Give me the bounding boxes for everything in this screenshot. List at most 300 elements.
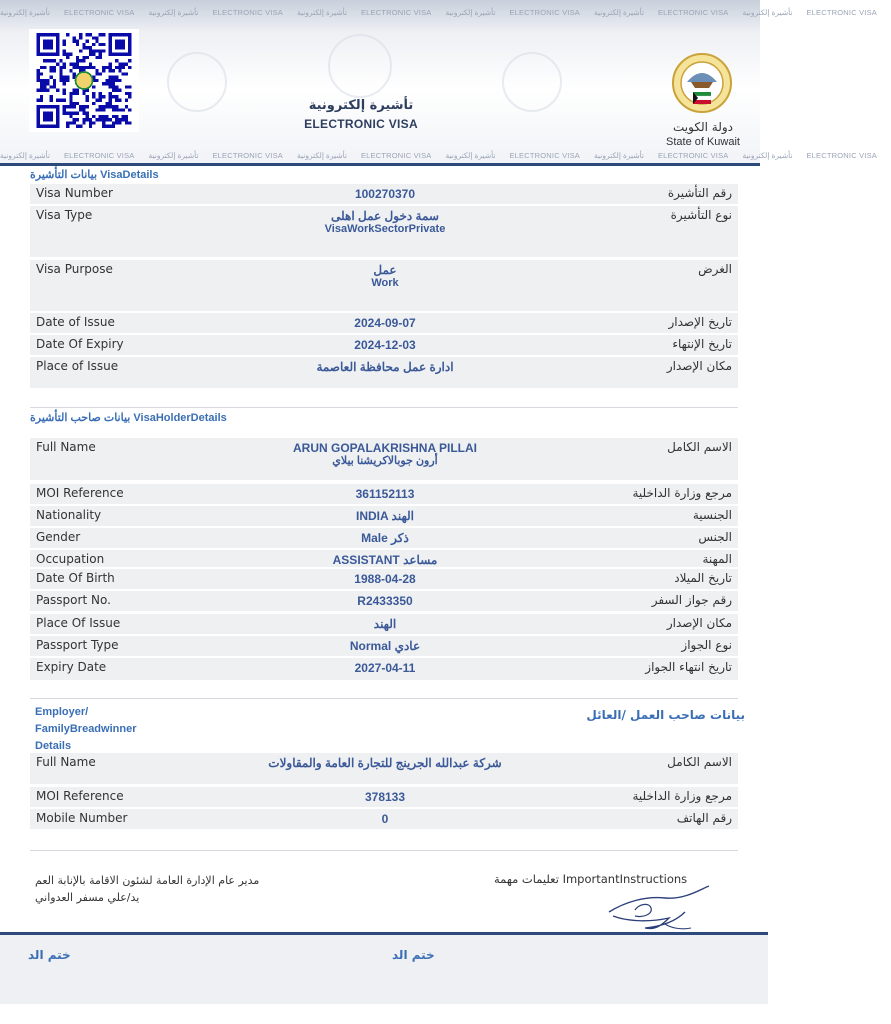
title-english: ELECTRONIC VISA [304,117,418,131]
field-label-arabic: رقم الهاتف [676,811,732,825]
qr-module [125,105,128,108]
qr-module [115,76,118,79]
qr-module [40,85,43,88]
qr-module [92,66,95,69]
watermark-text: ELECTRONIC VISA [509,151,580,160]
employer-heading-english [35,704,175,755]
qr-module [92,102,95,105]
qr-module [40,89,43,92]
watermark-text: ELECTRONIC VISA [657,8,729,17]
qr-module [118,121,121,124]
field-label-english: Occupation [36,552,105,566]
qr-module [118,66,121,69]
qr-module [102,49,105,52]
field-value [260,661,510,675]
qr-module [109,69,112,72]
qr-module [105,79,108,82]
qr-module [63,40,66,43]
qr-module [59,69,62,72]
field-label-arabic: تاريخ الإنتهاء [672,337,732,351]
visa-details-heading: بيانات التأشيرة VisaDetails [30,169,159,181]
qr-module [99,43,102,46]
qr-module [66,125,69,128]
qr-module [125,62,128,65]
qr-module [50,59,53,62]
watermark-text: تأشيرة إلكترونية [297,151,347,160]
qr-module [115,99,118,102]
qr-module [99,115,102,118]
qr-module [95,40,98,43]
qr-module [79,108,82,111]
field-value [260,487,510,501]
watermark-text: ELECTRONIC VISA [806,8,877,17]
qr-module [66,76,69,79]
watermark-text: ELECTRONIC VISA [212,151,283,160]
important-instructions-link[interactable]: تعليمات مهمة ImportantInstructions [494,872,688,886]
field-row [30,313,738,335]
qr-module [102,95,105,98]
qr-module [102,108,105,111]
qr-module [89,53,92,56]
qr-module [63,92,66,95]
qr-module [109,92,112,95]
field-value [260,617,510,631]
qr-module [82,121,85,124]
watermark-strip-top [0,8,877,22]
qr-module [112,115,115,118]
qr-module [112,76,115,79]
qr-module [112,82,115,85]
qr-module [66,112,69,115]
qr-module [50,66,53,69]
qr-module [56,89,59,92]
field-value [260,639,510,653]
watermark-text: ELECTRONIC VISA [63,151,135,160]
field-value [260,812,510,826]
qr-module [99,108,102,111]
qr-module [112,85,115,88]
qr-module [99,56,102,59]
qr-module [59,76,62,79]
qr-module [92,49,95,52]
qr-module [73,118,76,121]
qr-module [92,92,95,95]
qr-module [125,85,128,88]
qr-module [50,95,53,98]
field-value [260,441,510,469]
field-label-arabic: نوع الجواز [681,638,732,652]
field-label-english: Place of Issue [36,359,119,373]
qr-module [46,79,49,82]
field-value-primary: 2024-12-03 [354,338,416,352]
field-value [260,187,510,201]
qr-module [102,82,105,85]
qr-module [115,79,118,82]
signatory-name: يد/علي مسفر العدواني [35,891,140,904]
qr-module [82,105,85,108]
field-label-arabic: الجنس [698,530,732,544]
qr-module [99,92,102,95]
qr-module [82,118,85,121]
field-row [30,569,738,591]
state-name-english: State of Kuwait [666,136,740,148]
qr-module [115,108,118,111]
section-divider [30,407,738,408]
field-value-primary: R2433350 [357,594,413,608]
qr-module [43,85,46,88]
field-label-english: Visa Number [36,186,113,200]
qr-module [40,72,43,75]
qr-module [118,62,121,65]
qr-module [66,56,69,59]
qr-module [66,121,69,124]
qr-module [112,89,115,92]
visa-holder-heading: بيانات صاحب التأشيرة VisaHolderDetails [30,412,227,424]
qr-module [37,89,40,92]
qr-module [63,49,66,52]
emblem-watermark-icon [167,52,227,112]
qr-module [82,108,85,111]
field-row [30,550,738,569]
qr-module [53,66,56,69]
field-label-arabic: تاريخ انتهاء الجواز [645,660,732,674]
field-value-primary: Normal عادي [349,639,421,653]
qr-module [95,99,98,102]
qr-module [105,66,108,69]
field-label-english: MOI Reference [36,486,124,500]
field-row [30,184,738,206]
field-value-primary: سمة دخول عمل اهلى [331,209,439,223]
qr-module [102,105,105,108]
qr-module [115,115,118,118]
watermark-text: تأشيرة إلكترونية [148,8,199,17]
qr-module [118,118,121,121]
qr-module [109,118,112,121]
qr-module [79,36,82,39]
field-value [260,509,510,523]
qr-module [86,40,89,43]
qr-module [76,40,79,43]
field-value-primary: 378133 [364,790,406,804]
field-label-english: Place Of Issue [36,616,121,630]
field-label-arabic: الاسم الكامل [667,755,732,769]
qr-module [59,66,62,69]
qr-module [76,62,79,65]
field-value-secondary: Work [371,277,399,290]
qr-module [69,62,72,65]
qr-module [50,76,53,79]
field-value [260,360,510,374]
qr-module [95,49,98,52]
qr-module [73,102,76,105]
qr-module [118,99,121,102]
qr-module [115,89,118,92]
qr-module [69,92,72,95]
field-label-english: Gender [36,530,81,544]
field-value [260,756,510,770]
field-label-english: Passport No. [36,593,111,607]
qr-module [115,66,118,69]
field-value-primary: 2024-09-07 [354,316,416,330]
qr-finder-pattern [43,112,53,122]
field-value [260,572,510,586]
qr-module [63,43,66,46]
qr-module [122,72,125,75]
qr-module [53,59,56,62]
field-label-english: Visa Type [36,208,93,222]
qr-module [76,112,79,115]
qr-module [79,59,82,62]
qr-module [86,33,89,36]
qr-module [109,125,112,128]
qr-module [92,115,95,118]
field-label-english: Nationality [36,508,102,522]
qr-module [89,62,92,65]
field-value [260,263,510,291]
qr-module [53,82,56,85]
field-value [260,338,510,352]
watermark-text: ELECTRONIC VISA [63,8,135,17]
qr-module [95,56,98,59]
field-value [260,790,510,804]
qr-module [79,49,82,52]
field-row [30,614,738,636]
field-value-secondary: أرون جوبالاكريشنا بيلاي [332,455,438,468]
field-label-english: Passport Type [36,638,119,652]
qr-module [86,115,89,118]
qr-module [40,66,43,69]
qr-module [102,43,105,46]
qr-module [76,89,79,92]
qr-module [99,99,102,102]
qr-finder-pattern [115,40,125,50]
field-label-arabic: مكان الإصدار [666,359,732,373]
qr-module [76,92,79,95]
watermark-text: تأشيرة إلكترونية [742,151,793,160]
qr-module [89,49,92,52]
field-value-secondary: VisaWorkSectorPrivate [324,223,446,236]
qr-module [82,66,85,69]
watermark-text: ELECTRONIC VISA [360,151,432,160]
qr-module [63,82,66,85]
qr-module [95,118,98,121]
watermark-text: تأشيرة إلكترونية [742,8,793,17]
qr-module [73,92,76,95]
qr-module [37,79,40,82]
qr-module [122,66,125,69]
qr-module [86,105,89,108]
field-value [260,594,510,608]
field-row [30,753,738,786]
qr-finder-pattern [43,40,53,50]
qr-module [63,62,66,65]
qr-module [95,79,98,82]
field-value-primary: 1988-04-28 [354,572,416,586]
qr-module [115,95,118,98]
qr-module [82,43,85,46]
qr-module [73,36,76,39]
qr-module [95,72,98,75]
watermark-text: ELECTRONIC VISA [657,151,729,160]
qr-module [89,66,92,69]
field-row [30,484,738,506]
qr-center-emblem-icon [75,72,92,89]
qr-module [112,108,115,111]
qr-module [92,36,95,39]
field-label-english: MOI Reference [36,789,124,803]
qr-module [76,56,79,59]
field-label-arabic: رقم جواز السفر [651,593,732,607]
field-value-primary: عمل [373,263,397,277]
watermark-text: تأشيرة إلكترونية [0,8,50,17]
watermark-text: تأشيرة إلكترونية [0,151,50,160]
qr-module [125,72,128,75]
qr-module [105,118,108,121]
qr-module [86,46,89,49]
field-row [30,658,738,682]
qr-module [46,59,49,62]
qr-module [92,121,95,124]
qr-module [109,76,112,79]
qr-module [112,105,115,108]
qr-module [102,118,105,121]
qr-module [128,92,131,95]
signatory-block [35,872,285,906]
qr-module [69,112,72,115]
qr-module [76,43,79,46]
qr-module [40,82,43,85]
qr-module [50,69,53,72]
qr-module [63,108,66,111]
field-value-primary: 0 [381,812,389,826]
field-label-arabic: الجنسية [692,508,732,522]
qr-module [89,46,92,49]
field-label-english: Full Name [36,440,96,454]
qr-module [43,89,46,92]
qr-module [43,79,46,82]
qr-module [99,33,102,36]
qr-module [89,121,92,124]
qr-module [125,99,128,102]
qr-module [37,72,40,75]
qr-module [37,69,40,72]
header-banner [0,0,877,166]
qr-module [102,121,105,124]
qr-module [89,33,92,36]
qr-module [115,59,118,62]
qr-module [89,125,92,128]
field-value-primary: 2027-04-11 [354,661,416,675]
qr-module [79,33,82,36]
field-label-english: Visa Purpose [36,262,113,276]
qr-module [59,79,62,82]
qr-module [95,69,98,72]
qr-module [46,82,49,85]
qr-module [79,66,82,69]
qr-module [86,112,89,115]
field-label-arabic: تاريخ الميلاد [674,571,732,585]
qr-module [46,89,49,92]
qr-module [109,66,112,69]
qr-module [115,121,118,124]
qr-module [73,72,76,75]
field-label-arabic: الغرض [698,262,732,276]
qr-module [66,79,69,82]
qr-module [118,89,121,92]
qr-module [63,53,66,56]
qr-module [73,40,76,43]
field-label-arabic: مرجع وزارة الداخلية [632,486,732,500]
field-value [260,316,510,330]
qr-module [122,62,125,65]
bottom-stamp-band [0,932,768,1004]
qr-module [99,118,102,121]
qr-module [118,79,121,82]
qr-module [112,69,115,72]
field-row [30,206,738,259]
qr-module [66,33,69,36]
watermark-text: تأشيرة إلكترونية [594,151,644,160]
qr-module [63,79,66,82]
field-label-arabic: تاريخ الإصدار [668,315,732,329]
qr-module [99,105,102,108]
qr-module [122,118,125,121]
field-row [30,787,738,809]
emblem-watermark-icon [502,52,562,112]
qr-module [105,115,108,118]
field-label-english: Date Of Expiry [36,337,124,351]
qr-module [63,89,66,92]
qr-module [89,118,92,121]
qr-module [76,66,79,69]
qr-module [118,69,121,72]
qr-module [122,108,125,111]
qr-module [99,72,102,75]
field-label-arabic: مرجع وزارة الداخلية [632,789,732,803]
field-label-arabic: نوع التأشيرة [670,208,732,222]
qr-module [128,95,131,98]
employer-heading-arabic: بيانات صاحب العمل /العائل [586,708,745,722]
qr-module [59,72,62,75]
state-name-arabic: دولة الكويت [673,120,733,134]
field-value [260,209,510,237]
qr-module [69,105,72,108]
qr-module [82,112,85,115]
qr-module [92,85,95,88]
watermark-strip-bottom [0,151,877,165]
stamp-right: ختم الد [392,948,435,962]
qr-module [125,92,128,95]
qr-module [109,82,112,85]
field-label-arabic: الاسم الكامل [667,440,732,454]
qr-module [66,53,69,56]
qr-module [128,66,131,69]
qr-module [109,85,112,88]
field-value [260,553,510,567]
qr-module [99,95,102,98]
qr-module [69,53,72,56]
field-label-english: Date of Issue [36,315,115,329]
field-value-primary: INDIA الهند [355,509,414,523]
qr-module [53,85,56,88]
qr-module [73,89,76,92]
qr-module [53,79,56,82]
qr-module [40,95,43,98]
qr-module [73,112,76,115]
emblem-watermark-icon [328,34,392,98]
qr-module [115,105,118,108]
qr-module [43,66,46,69]
